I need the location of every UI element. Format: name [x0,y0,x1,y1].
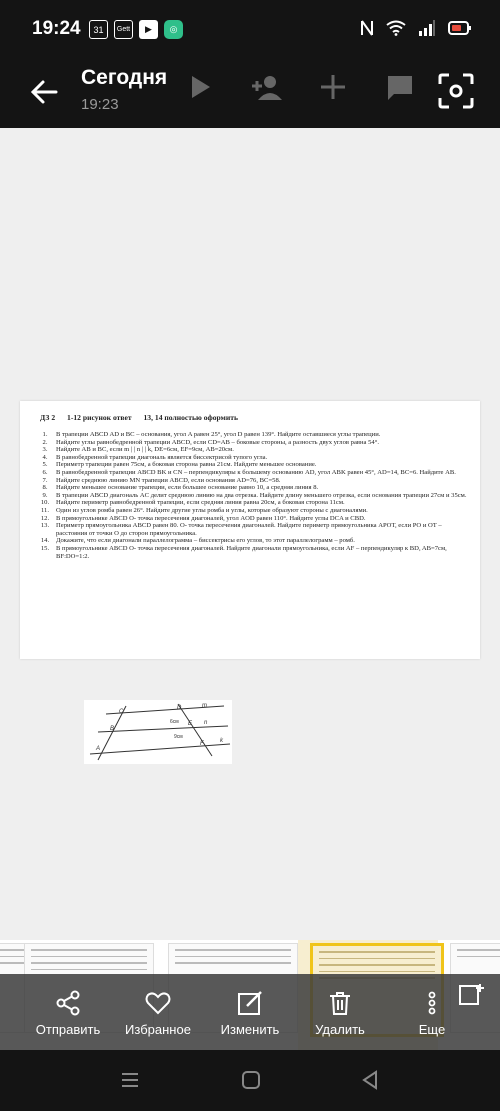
add-person-icon [250,74,284,102]
delete-label: Удалить [315,1022,365,1037]
page-title: Сегодня [81,66,168,89]
calendar-31-icon: 31 [89,20,108,39]
back-nav-icon[interactable] [360,1070,380,1090]
header-part1: 1-12 рисунок ответ [67,413,132,422]
task-item [34,492,472,500]
page-subtitle: 19:23 [81,96,119,113]
label-c: C [119,709,124,715]
task-item [34,537,472,545]
label-d: D [177,705,182,711]
mute-icon [360,19,374,37]
task-number: 10. [40,499,50,507]
task-text: Докажите, что если диагонали параллелограмма – биссектрисы его углов, то этот параллелограмм – ромб. [56,537,355,545]
status-right-icons [360,19,472,37]
battery-icon [448,21,472,35]
document-header [40,413,248,422]
navigation-bar [0,1050,500,1111]
signal-icon [418,20,436,36]
task-text: Найдите углы равнобедренной трапеции ABCD, если CD=AB – боковые стороны, а разность двух углов равна 54°. [56,438,379,446]
task-item [34,545,472,560]
task-item [34,484,472,492]
wifi-icon [386,20,406,36]
label-9cm: 9см [174,734,183,740]
label-f: F [200,741,204,747]
task-number: 15. [40,544,50,552]
task-item [34,439,472,447]
task-number: 8. [42,484,48,492]
task-text: В трапеции ABCD AD и BC – основания, угол A равен 25°, угол D равен 139°. Найдите оставшиеся углы трапеции. [56,431,381,438]
task-text: В трапеции ABCD диагональ AC делит среднюю линию на два отрезка. Найдите длину меньшего отрезка, если основания трапеции 27см и 35см. [56,491,467,499]
favorite-button[interactable] [118,974,198,1050]
task-text: В равнобедренной трапеции диагональ является биссектрисой тупого угла. [56,453,268,461]
task-item [34,499,472,507]
floating-window-icon[interactable] [458,982,486,1010]
task-number: 2. [42,438,48,446]
task-number: 14. [40,537,50,545]
more-label: Еще [418,1022,446,1037]
gett-icon: Gett [114,20,133,39]
task-item [34,507,472,515]
back-arrow-icon[interactable] [26,74,62,110]
scan-icon[interactable] [437,72,475,110]
task-item [34,454,472,462]
task-number: 3. [42,446,48,454]
action-bar [0,974,500,1050]
label-a: A [96,746,101,752]
task-item [34,522,472,537]
task-text: В прямоугольнике ABCD O- точка пересечения диагоналей. Найдите диагонали прямоугольника, если AF – перпендикуляр к BD, AB=7см, BF:DO=1:2. [56,544,447,560]
more-icon [419,990,445,1016]
homework-document [20,401,480,659]
task-text: Один из углов ромба равен 26°. Найдите другие углы ромба и углы, которые образуют стороны с диагоналями. [56,506,368,514]
parallel-lines-diagram [84,700,232,764]
recents-icon[interactable] [120,1070,140,1090]
heart-icon [145,990,171,1016]
youtube-icon: ▶ [139,20,158,39]
task-item [34,446,472,454]
status-time: 19:24 [32,18,81,39]
share-button[interactable] [28,974,108,1050]
task-text: Периметр трапеции равен 75см, а боковая сторона равна 21см. Найдите меньшее основание. [56,461,317,469]
home-icon[interactable] [241,1070,261,1090]
share-label: Отправить [35,1022,101,1037]
task-text: В прямоугольнике ABCD O- точка пересечения диагоналей, угол AOD равен 110°. Найдите углы DCA и CBD. [56,514,366,522]
task-text: Периметр прямоугольника ABCD равен 80. O- точка пересечения диагоналей. Найдите периметр прямоугольника APOT, если PO и OT – расстояния от точки O до сторон прямоугольника. [56,522,442,537]
notification-icons [89,20,183,39]
edit-label: Изменить [220,1022,280,1037]
task-text: Найдите AB и BC, если m | | n | | k, DE=6см, EF=9см, AB=20см. [56,446,234,454]
status-bar [0,0,500,58]
play-icon [190,74,212,100]
label-e: E [188,721,193,727]
delete-button[interactable] [300,974,380,1050]
task-number: 11. [41,506,49,514]
task-item [34,477,472,485]
geometry-figure [84,700,232,764]
task-number: 5. [42,461,48,469]
task-text: Найдите меньшее основание трапеции, если большее основание равно 10, а средняя линия 8. [56,484,319,492]
plus-icon [320,74,346,100]
task-list [34,431,472,560]
task-item [34,469,472,477]
task-number: 13. [40,522,50,530]
task-text: В равнобедренной трапеции ABCD BK и CN – перпендикуляры к большему основанию AD, угол ABK равен 45°, AD=14, BC=6. Найдите AB. [56,468,456,476]
trash-icon [327,990,353,1016]
task-item [34,461,472,469]
task-text: Найдите среднюю линию MN трапеции ABCD, если основания AD=76, BC=58. [56,476,281,484]
task-number: 1. [42,431,48,438]
task-number: 7. [42,476,48,484]
edit-button[interactable] [210,974,290,1050]
message-icon [386,74,414,102]
task-item [34,431,472,439]
task-number: 12. [40,514,50,522]
header-title: ДЗ 2 [40,413,56,422]
task-number: 9. [42,491,48,499]
task-number: 6. [42,468,48,476]
label-b: B [110,726,115,732]
edit-icon [237,990,263,1016]
favorite-label: Избранное [125,1022,191,1037]
image-viewer[interactable] [0,128,500,940]
app-icon: ◎ [164,20,183,39]
label-m: m [202,703,207,709]
task-item [34,515,472,523]
task-number: 4. [42,453,48,461]
task-text: Найдите периметр равнобедренной трапеции, если средняя линия равна 20см, а боковая сторона 11см. [56,499,345,507]
label-k: k [220,738,223,744]
share-icon [55,990,81,1016]
header-part2: 13, 14 полностью оформить [143,413,238,422]
label-6cm: 6см [170,719,179,725]
top-app-bar [0,58,500,128]
label-n: n [204,720,208,726]
